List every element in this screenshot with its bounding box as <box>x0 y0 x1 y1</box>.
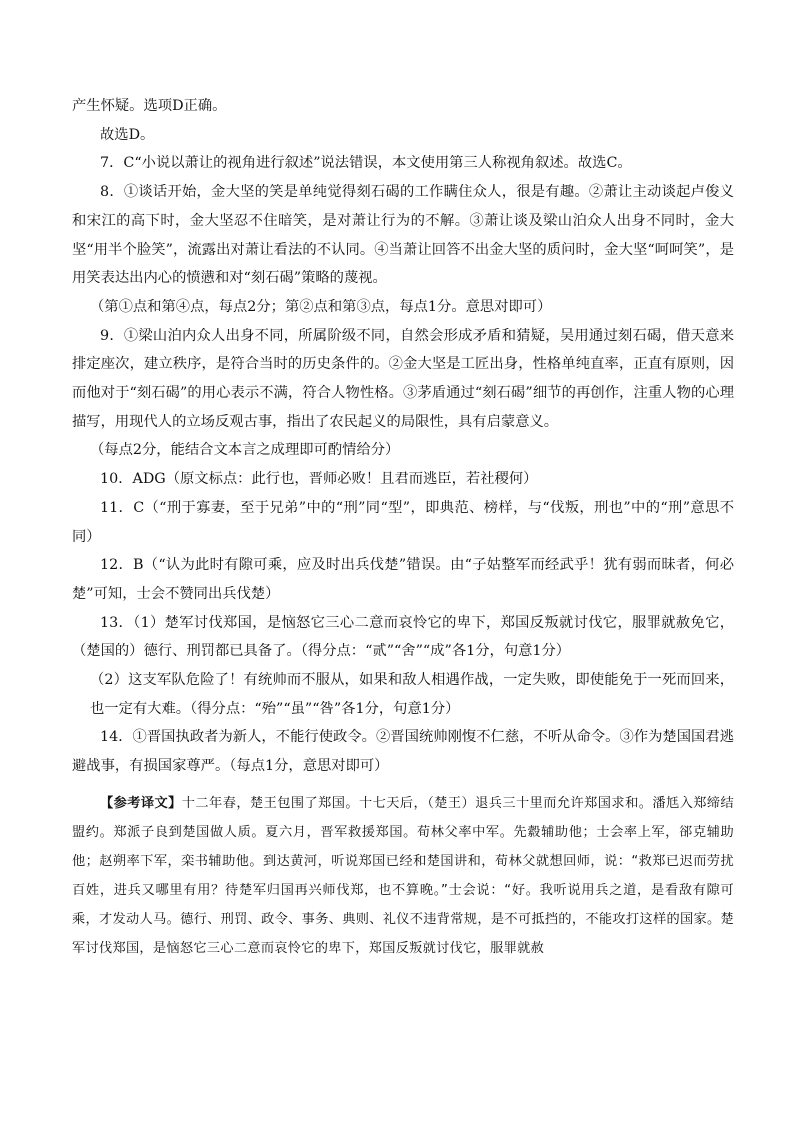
answer-paragraph: 故选D。 <box>100 126 155 143</box>
answer-paragraph: 7．C“小说以萧让的视角进行叙述”说法错误，本文使用第三人称视角叙述。故选C。 <box>100 155 632 172</box>
answer-paragraph: 11．C（“刑于寡妻，至于兄弟”中的“刑”同“型”，即典范、榜样，与“伐叛，刑也”中的“刑”意思不同） <box>72 499 734 545</box>
translation-label: 【参考译文】 <box>100 795 182 811</box>
answer-section <box>72 92 734 781</box>
scoring-note: （每点2分，能结合文本言之成理即可酌情给分） <box>90 442 400 459</box>
answer-paragraph: 13．（1）楚军讨伐郑国，是恼怒它三心二意而哀怜它的卑下，郑国反叛就讨伐它，服罪就赦免它，（楚国的）德行、刑罚都已具备了。（得分点：“贰”“舍”“成”各1分，句意1分） <box>72 614 734 660</box>
answer-paragraph: 产生怀疑。选项D正确。 <box>72 98 227 114</box>
answer-paragraph: 14．①晋国执政者为新人，不能行使政令。②晋国统帅刚愎不仁慈，不听从命令。③作为楚国国君逃避战事，有损国家尊严。（每点1分，意思对即可） <box>72 729 734 775</box>
answer-paragraph: 12．B（“认为此时有隙可乘，应及时出兵伐楚”错误。由“子姑整军而经武乎！犹有弱而昧者，何必楚”可知，士会不赞同出兵伐楚） <box>72 557 734 602</box>
answer-paragraph: 8．①谈话开始，金大坚的笑是单纯觉得刻石碣的工作瞒住众人，很是有趣。②萧让主动谈起卢俊义和宋江的高下时，金大坚忍不住暗笑，是对萧让行为的不解。③萧让谈及梁山泊众人出身不同时，金大坚“用半个脸笑”，流露出对萧让看法的不认同。④当萧让回答不出金大坚的质问时，金大坚“呵呵笑”，是用笑表达出内心的愤懑和对“刻石碣”策略的蔑视。 <box>72 184 734 287</box>
scoring-note: （第①点和第④点，每点2分；第②点和第③点，每点1分。意思对即可） <box>90 298 552 315</box>
answer-paragraph: 9．①梁山泊内众人出身不同，所属阶级不同，自然会形成矛盾和猜疑，吴用通过刻石碣，借天意来排定座次，建立秩序，是符合当时的历史条件的。②金大坚是工匠出身，性格单纯直率，正直有原则，因而他对于“刻石碣”的用心表示不满，符合人物性格。③茅盾通过“刻石碣”细节的再创作，注重人物的心理描写，用现代人的立场反观古事，指出了农民起义的局限性，具有启蒙意义。 <box>72 327 734 430</box>
reference-translation <box>72 789 734 963</box>
answer-paragraph: 10．ADG（原文标点：此行也，晋师必败！且君而逃臣，若社稷何） <box>100 471 538 488</box>
scoring-note: （2）这支军队危险了！有统帅而不服从，如果和敌人相遇作战，一定失败，即使能免于一死而回来，也一定有大难。（得分点：“殆”“虽”“咎”各1分，句意1分） <box>90 672 734 717</box>
translation-text: 十二年春，楚王包围了郑国。十七天后，（楚王）退兵三十里而允许郑国求和。潘尪入郑缔结盟约。郑派子良到楚国做人质。夏六月，晋军救援郑国。荀林父率中军。先縠辅助他；士会率上军，郤克辅助他；赵朔率下军，栾书辅助他。到达黄河，听说郑国已经和楚国讲和，荀林父就想回师，说：“救郑已迟而劳扰百姓，进兵又哪里有用？待楚军归国再兴师伐郑，也不算晚。”士会说：“好。我听说用兵之道，是看敌有隙可乘，才发动人马。德行、刑罚、政令、事务、典则、礼仪不违背常规，是不可抵挡的，不能攻打这样的国家。楚军讨伐郑国，是恼怒它三心二意而哀怜它的卑下，郑国反叛就讨伐它，服罪就赦 <box>72 795 734 956</box>
